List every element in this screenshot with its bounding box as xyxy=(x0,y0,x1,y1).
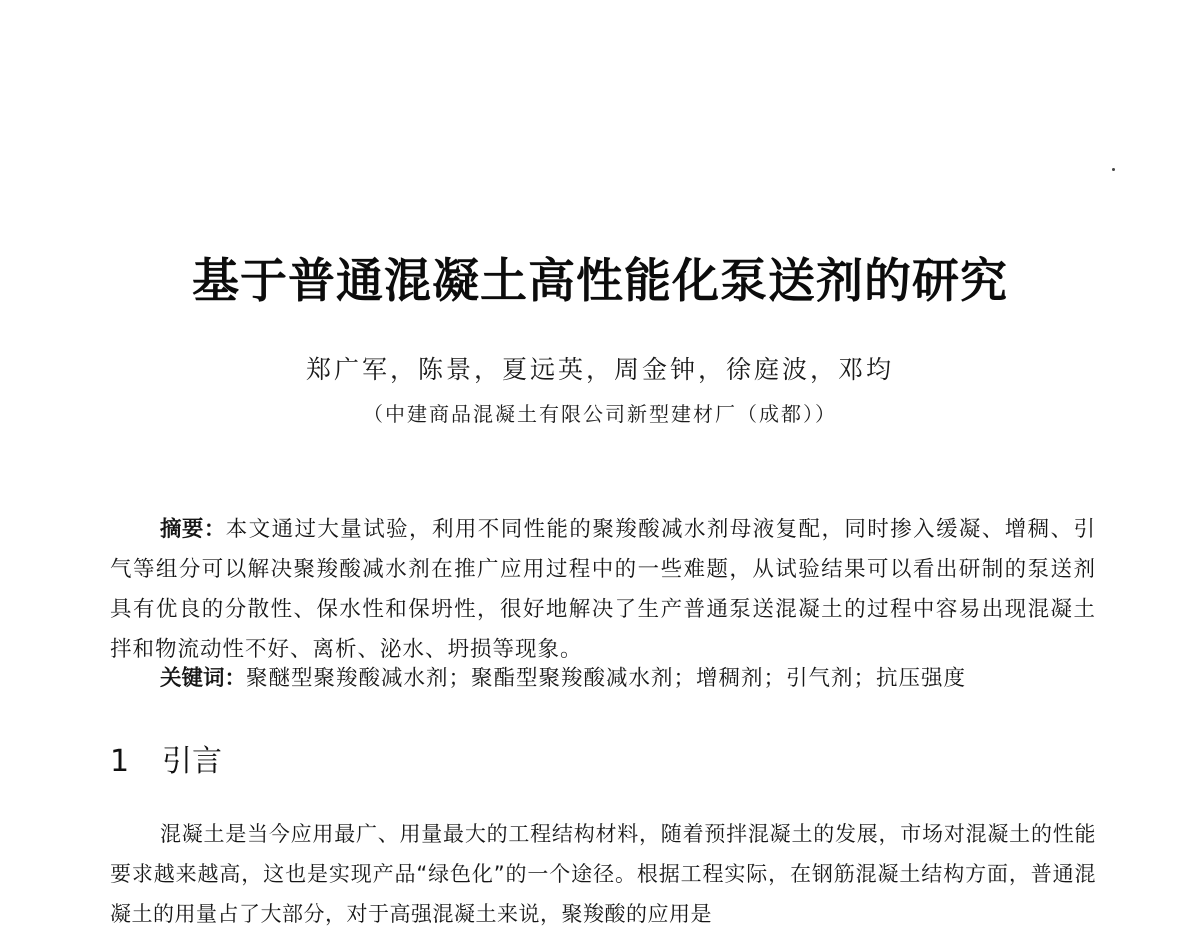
section-title: 引言 xyxy=(162,744,222,779)
keywords-label: 关键词： xyxy=(160,666,247,691)
abstract-text: 本文通过大量试验，利用不同性能的聚羧酸减水剂母液复配，同时掺入缓凝、增稠、引气等组分可以解决聚羧酸减水剂在推广应用过程中的一些难题，从试验结果可以看出研制的泵送剂具有优良的分散性、保水性和保坍性，很好地解决了生产普通泵送混凝土的过程中容易出现混凝土拌和物流动性不好、离析、泌水、坍损等现象。 xyxy=(110,517,1096,662)
keywords-line xyxy=(160,663,1100,695)
scan-speck xyxy=(1112,168,1115,171)
body-paragraph: 混凝土是当今应用最广、用量最大的工程结构材料，随着预拌混凝土的发展，市场对混凝土的性能要求越来越高，这也是实现产品“绿色化”的一个途径。根据工程实际，在钢筋混凝土结构方面，普通混凝土的用量占了大部分，对于高强混凝土来说，聚羧酸的应用是 xyxy=(110,822,1096,926)
section-number: 1 xyxy=(110,744,130,779)
keywords-text: 聚醚型聚羧酸减水剂；聚酯型聚羧酸减水剂；增稠剂；引气剂；抗压强度 xyxy=(246,666,967,691)
paper-title: 基于普通混凝土高性能化泵送剂的研究 xyxy=(192,254,1008,309)
abstract-paragraph xyxy=(110,510,1096,670)
abstract-label: 摘要： xyxy=(160,517,226,542)
author-list: 郑广军，陈景，夏远英，周金钟，徐庭波，邓均 xyxy=(305,355,894,384)
author-affiliation: （中建商品混凝土有限公司新型建材厂（成都）） xyxy=(363,402,837,426)
section-heading xyxy=(110,742,222,782)
